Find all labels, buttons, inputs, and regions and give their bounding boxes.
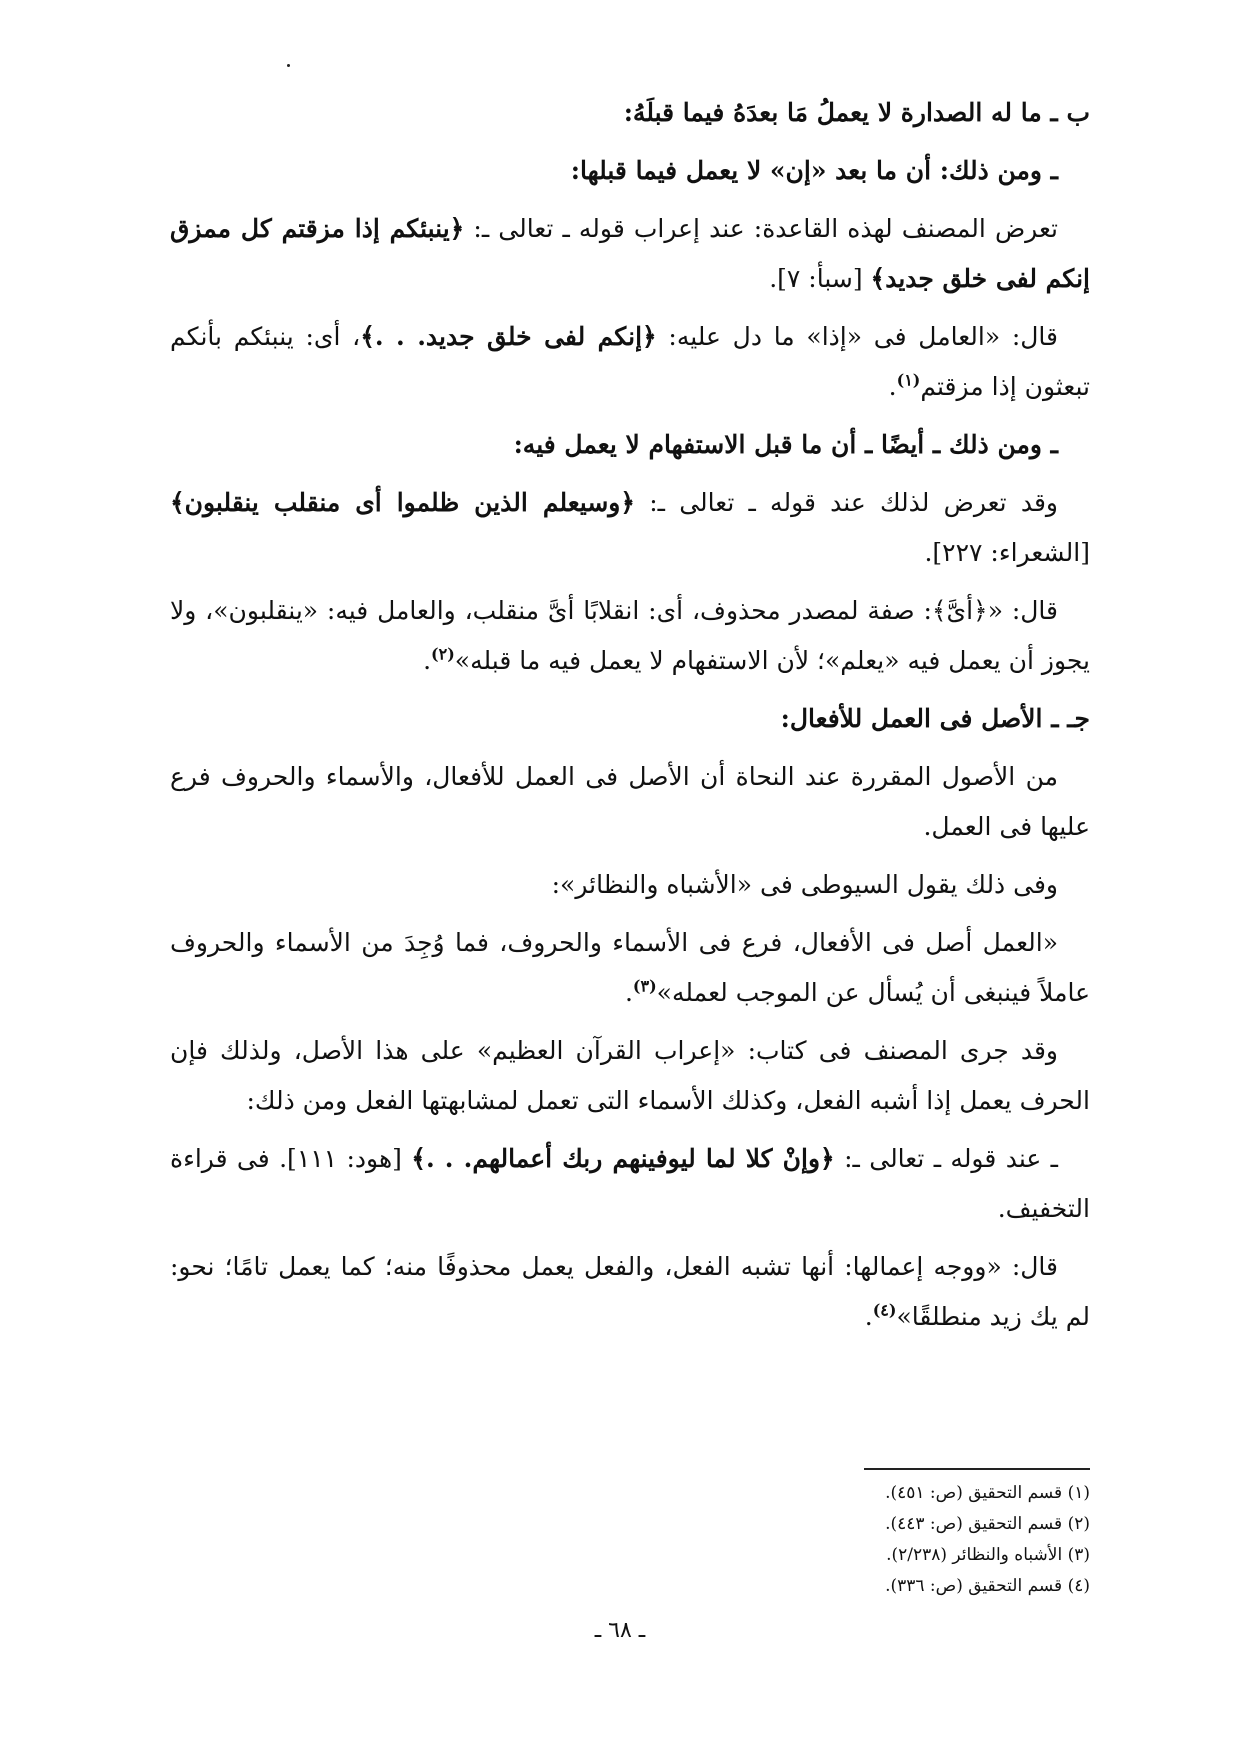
subsection-heading-2: ـ ومن ذلك ـ أيضًا ـ أن ما قبل الاستفهام لا يعمل فيه:	[513, 430, 1058, 459]
paragraph-7-text: «العمل أصل فى الأفعال، فرع فى الأسماء والحروف، فما وُجِدَ من الأسماء والحروف عاملاً فينبغى أن يُسأل عن الموجب لعمله»	[170, 928, 1090, 1007]
paragraph-7-end: .	[624, 978, 633, 1007]
paragraph-10	[170, 1242, 1090, 1342]
paragraph-4-text: قال: «﴿أىَّ﴾: صفة لمصدر محذوف، أى: انقلابًا أىَّ منقلب، والعامل فيه: «ينقلبون»، ولا يجوز أن يعمل فيه «يعلم»؛ لأن الاستفهام لا يعمل فيه ما قبله»	[170, 596, 1090, 675]
paragraph-9-text-b: [هود: ١١١]. فى قراءة التخفيف.	[170, 1144, 1090, 1223]
scan-speck	[287, 64, 290, 67]
paragraph-10-text: قال: «ووجه إعمالها: أنها تشبه الفعل، والفعل يعمل محذوفًا منه؛ كما يعمل تامًا؛ نحو: لم يك زيد منطلقًا»	[170, 1252, 1090, 1331]
footnote-marker-1: (١)	[896, 370, 921, 390]
paragraph-3-text: وقد تعرض لذلك عند قوله ـ تعالى ـ:	[635, 488, 1058, 517]
paragraph-1-text: تعرض المصنف لهذه القاعدة: عند إعراب قوله ـ تعالى ـ:	[464, 214, 1058, 243]
footnote-separator	[864, 1468, 1090, 1470]
paragraph-2-text-b: ، أى: ينبئكم بأنكم تبعثون إذا مزقتم	[170, 322, 1090, 401]
paragraph-4	[170, 586, 1090, 686]
paragraph-7	[170, 918, 1090, 1018]
footnote-marker-2: (٢)	[431, 644, 455, 664]
section-heading-b: ب ـ ما له الصدارة لا يعملُ مَا بعدَهُ فيما قبلَهُ:	[623, 98, 1090, 127]
footnote-1: (١) قسم التحقيق (ص: ٤٥١).	[885, 1483, 1090, 1503]
footnote-marker-4: (٤)	[872, 1300, 897, 1320]
quran-verse-1: ﴿ينبئكم إذا مزقتم كل ممزق إنكم لفى خلق جديد﴾	[170, 214, 1090, 293]
verse-reference-1: [سبأ: ٧].	[769, 264, 871, 293]
paragraph-9	[170, 1134, 1090, 1234]
footnote-marker-3: (٣)	[632, 976, 657, 996]
paragraph-9-text: ـ عند قوله ـ تعالى ـ:	[834, 1144, 1058, 1173]
paragraph-1	[170, 204, 1090, 304]
paragraph-3	[170, 478, 1090, 578]
verse-reference-3: [الشعراء: ٢٢٧].	[924, 538, 1090, 567]
footnotes	[670, 1478, 1090, 1602]
section-heading-j: جـ ـ الأصل فى العمل للأفعال:	[780, 704, 1090, 733]
quran-verse-2: ﴿إنكم لفى خلق جديد. . .﴾	[360, 322, 657, 351]
footnote-2: (٢) قسم التحقيق (ص: ٤٤٣).	[885, 1514, 1090, 1534]
quran-verse-3: ﴿وسيعلم الذين ظلموا أى منقلب ينقلبون﴾	[170, 488, 636, 517]
paragraph-10-end: .	[864, 1302, 873, 1331]
footnote-4: (٤) قسم التحقيق (ص: ٣٣٦).	[885, 1576, 1090, 1596]
paragraph-8: وقد جرى المصنف فى كتاب: «إعراب القرآن العظيم» على هذا الأصل، ولذلك فإن الحرف يعمل إذا أشبه الفعل، وكذلك الأسماء التى تعمل لمشابهتها الفعل ومن ذلك:	[170, 1036, 1090, 1115]
main-text	[170, 88, 1090, 1350]
page-number: ـ ٦٨ ـ	[594, 1618, 646, 1643]
paragraph-6: وفى ذلك يقول السيوطى فى «الأشباه والنظائر»:	[551, 870, 1058, 899]
footnote-3: (٣) الأشباه والنظائر (٢/٢٣٨).	[886, 1545, 1090, 1565]
paragraph-2	[170, 312, 1090, 412]
paragraph-5: من الأصول المقررة عند النحاة أن الأصل فى العمل للأفعال، والأسماء والحروف فرع عليها فى العمل.	[170, 762, 1090, 841]
subsection-heading-1: ـ ومن ذلك: أن ما بعد «إن» لا يعمل فيما قبلها:	[570, 156, 1058, 185]
paragraph-2-end: .	[888, 372, 897, 401]
paragraph-2-text: قال: «العامل فى «إذا» ما دل عليه:	[656, 322, 1058, 351]
paragraph-4-end: .	[423, 646, 432, 675]
quran-verse-4: ﴿وإنْ كلا لما ليوفينهم ربك أعمالهم. . .﴾	[411, 1144, 835, 1173]
